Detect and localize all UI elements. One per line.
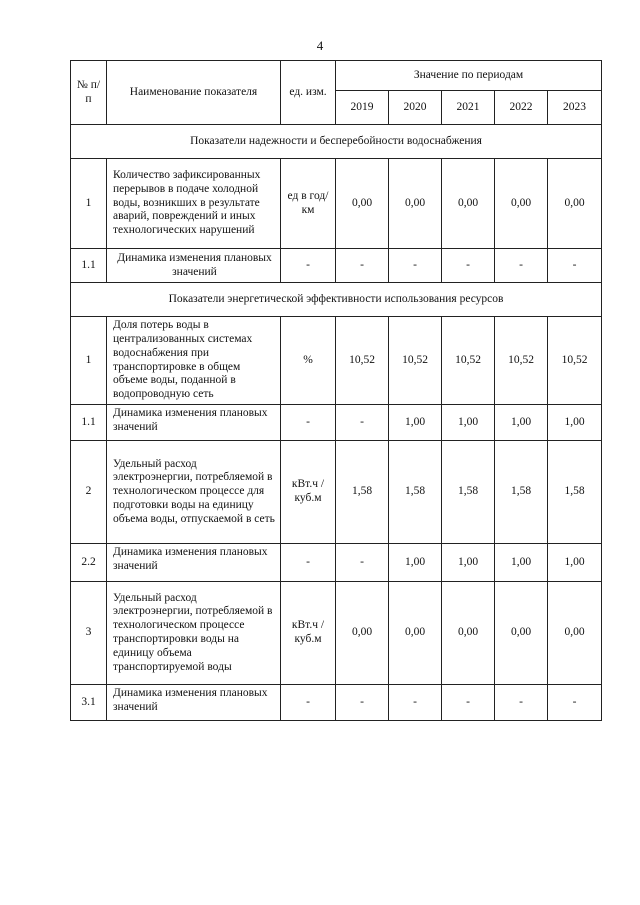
row-num: 2.2 [71,544,107,582]
table-row [71,405,602,441]
row-value: 1,00 [442,405,495,441]
page-number: 4 [316,38,324,53]
row-value: 1,00 [495,405,548,441]
row-value: - [442,685,495,721]
table-row [71,544,602,582]
row-value: 0,00 [389,159,442,249]
header-year: 2020 [389,91,442,125]
row-value: 1,58 [548,441,602,544]
row-value: 0,00 [548,159,602,249]
table-row [71,685,602,721]
row-value: - [495,685,548,721]
row-num: 1 [71,159,107,249]
row-unit: ед в год/ км [281,159,336,249]
row-value: 10,52 [495,317,548,405]
row-value: 0,00 [389,582,442,685]
row-value: - [336,544,389,582]
row-name: Количество зафиксированных перерывов в подаче холодной воды, возникших в результате аварий, повреждений и иных технологических нарушений [107,159,281,249]
table-row [71,582,602,685]
row-num: 1.1 [71,249,107,283]
table-row [71,317,602,405]
row-name: Динамика изменения плановых значений [107,544,281,582]
row-value: 10,52 [336,317,389,405]
row-value: - [442,249,495,283]
header-unit: ед. изм. [281,61,336,125]
row-num: 1.1 [71,405,107,441]
row-value: 0,00 [495,159,548,249]
header-year: 2019 [336,91,389,125]
row-num: 3 [71,582,107,685]
row-unit: - [281,405,336,441]
row-unit: кВт.ч / куб.м [281,582,336,685]
row-value: - [389,249,442,283]
row-value: 1,58 [442,441,495,544]
row-value: 1,00 [495,544,548,582]
row-num: 2 [71,441,107,544]
row-value: 1,00 [548,544,602,582]
row-value: 0,00 [548,582,602,685]
table-row [71,249,602,283]
row-unit: кВт.ч / куб.м [281,441,336,544]
header-name: Наименование показателя [107,61,281,125]
row-value: 10,52 [548,317,602,405]
row-num: 3.1 [71,685,107,721]
header-year: 2023 [548,91,602,125]
row-value: - [495,249,548,283]
row-name: Удельный расход электроэнергии, потребляемой в технологическом процессе для подготовки воды на единицу объема воды, отпускаемой в сеть [107,441,281,544]
header-periods: Значение по периодам [336,61,602,91]
row-unit: % [281,317,336,405]
row-name: Доля потерь воды в централизованных системах водоснабжения при транспортировке в общем объеме воды, поданной в водопроводную сеть [107,317,281,405]
row-value: 0,00 [336,159,389,249]
indicators-table [70,60,602,721]
row-name: Удельный расход электроэнергии, потребляемой в технологическом процессе транспортировки воды на единицу объема транспортируемой воды [107,582,281,685]
row-unit: - [281,544,336,582]
row-value: - [336,249,389,283]
header-year: 2022 [495,91,548,125]
header-num: № п/п [71,61,107,125]
row-num: 1 [71,317,107,405]
row-unit: - [281,685,336,721]
row-value: - [336,405,389,441]
section-title: Показатели надежности и бесперебойности водоснабжения [71,125,602,159]
row-value: 0,00 [495,582,548,685]
row-value: 1,00 [442,544,495,582]
row-value: - [548,685,602,721]
row-name: Динамика изменения плановых значений [107,685,281,721]
row-value: 0,00 [442,159,495,249]
row-name: Динамика изменения плановых значений [107,249,281,283]
header-year: 2021 [442,91,495,125]
row-value: 1,58 [336,441,389,544]
row-name: Динамика изменения плановых значений [107,405,281,441]
row-value: 0,00 [442,582,495,685]
row-value: 1,00 [548,405,602,441]
row-value: 10,52 [389,317,442,405]
row-value: 0,00 [336,582,389,685]
row-value: - [336,685,389,721]
row-value: 1,00 [389,544,442,582]
row-value: 1,58 [495,441,548,544]
row-value: 1,58 [389,441,442,544]
row-value: 1,00 [389,405,442,441]
table-row [71,159,602,249]
section-title: Показатели энергетической эффективности использования ресурсов [71,283,602,317]
table-row [71,441,602,544]
row-value: - [548,249,602,283]
row-value: - [389,685,442,721]
row-value: 10,52 [442,317,495,405]
row-unit: - [281,249,336,283]
